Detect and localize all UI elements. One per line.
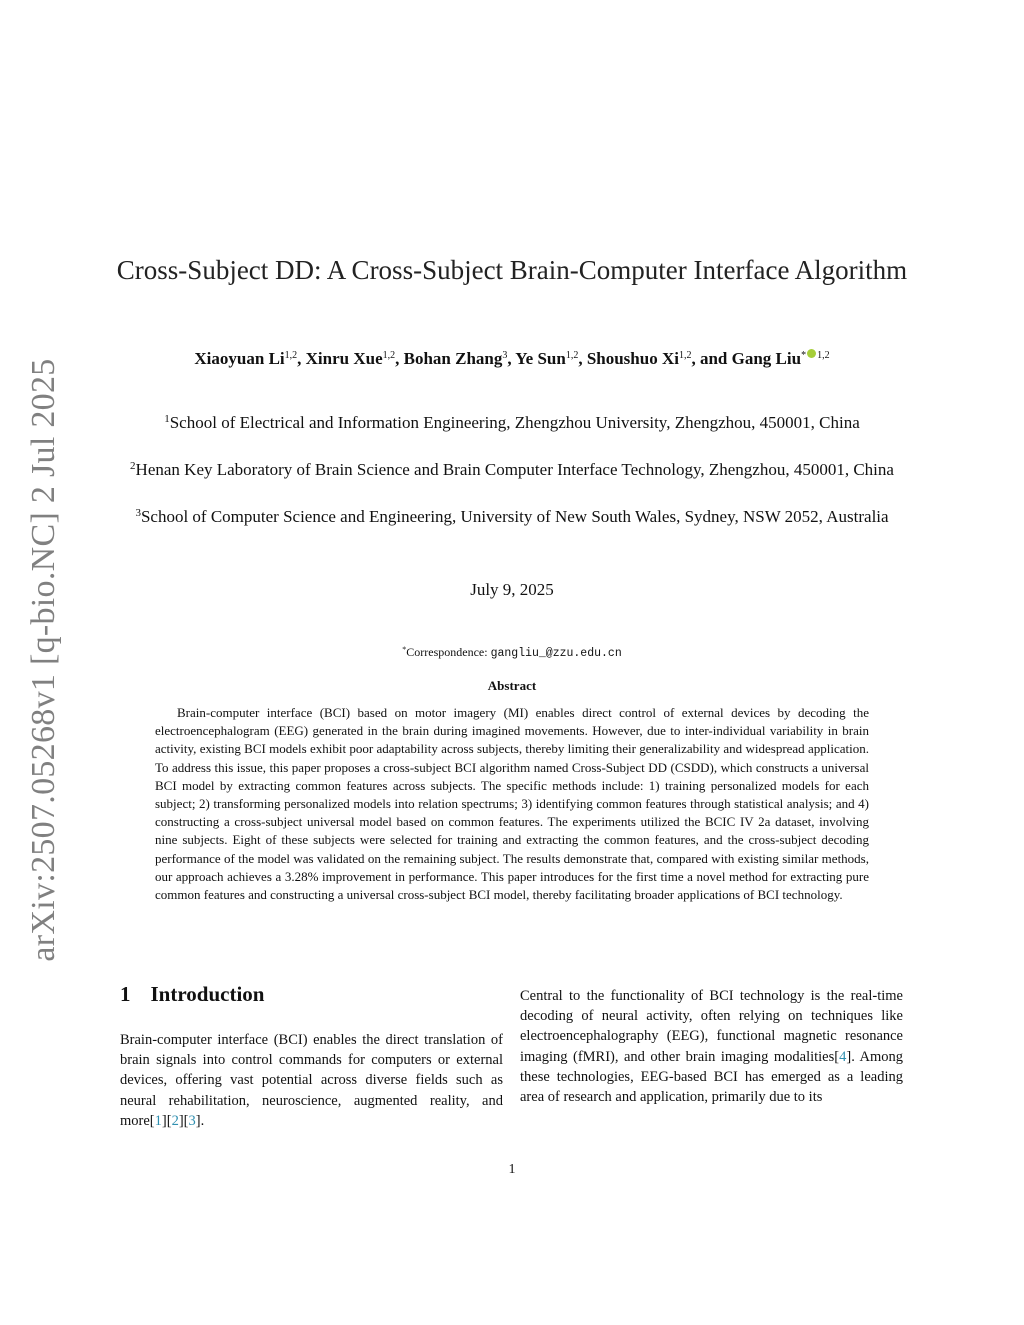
correspondence-label: Correspondence: xyxy=(406,645,488,659)
author-name: Ye Sun xyxy=(515,349,566,368)
citation-link[interactable]: 4 xyxy=(839,1048,847,1065)
author-name: Xiaoyuan Li xyxy=(194,349,285,368)
author-affiliation-mark: 3 xyxy=(502,350,508,361)
author-affiliation-mark: 1,2 xyxy=(284,350,298,361)
citation-link[interactable]: 1 xyxy=(154,1112,162,1129)
abstract-heading: Abstract xyxy=(487,678,537,693)
author-affiliation-mark: 1,2 xyxy=(382,350,396,361)
corresponding-author-mark: * xyxy=(801,350,807,361)
section-title: Introduction xyxy=(150,982,265,1006)
author-name: Xinru Xue xyxy=(305,349,383,368)
author-name: Bohan Zhang xyxy=(403,349,503,368)
intro-paragraph-left: Brain-computer interface (BCI) enables the direct translation of brain signals into control commands for computers or external devices, offering vast potential across diverse fields such as neural rehabilitation, neuroscience, augmented reality, and more[1][2][3]. xyxy=(120,1032,503,1129)
abstract-body: Brain-computer interface (BCI) based on motor imagery (MI) enables direct control of external devices by decoding the electroencephalogram (EEG) generated in the brain during imagined movements. However, due to inter-individual variability in brain activity, existing BCI models exhibit poor adaptability across subjects, thereby limiting their generalizability and widespread application. To address this issue, this paper proposes a cross-subject BCI algorithm named Cross-Subject DD (CSDD), which constructs a universal BCI model by extracting common features across subjects. The specific methods include: 1) training personalized models for each subject; 2) transforming personalized models into relation spectrums; 3) identifying common features through statistical analysis; and 4) constructing a cross-subject universal model based on common features. The experiments utilized the BCIC IV 2a dataset, involving nine subjects. Eight of these subjects were selected for training and extracting the common features, and the cross-subject decoding performance of the model was validated on the remaining subject. The results demonstrate that, compared with existing similar methods, our approach achieves a 3.28% improvement in performance. This paper introduces for the first time a novel method for extracting pure common features and constructing a universal cross-subject BCI model, thereby facilitating broader applications of BCI technology. xyxy=(155,705,869,903)
author-name: Gang Liu xyxy=(731,349,802,368)
publication-date: July 9, 2025 xyxy=(470,580,554,599)
affiliation-number: 2 xyxy=(130,460,136,472)
paper-title: Cross-Subject DD: A Cross-Subject Brain-Computer Interface Algorithm xyxy=(116,255,908,285)
affiliation-number: 1 xyxy=(164,413,170,425)
affiliation-text: School of Computer Science and Engineering, University of New South Wales, Sydney, NSW 2052, Australia xyxy=(140,507,889,526)
citation-link[interactable]: 2 xyxy=(171,1112,179,1129)
correspondence-note: *Correspondence: gangliu_@zzu.edu.cn xyxy=(402,645,622,660)
correspondence-email[interactable]: gangliu_@zzu.edu.cn xyxy=(490,647,622,660)
section-heading xyxy=(120,982,264,1007)
author-affiliation-mark: 1,2 xyxy=(678,350,692,361)
orcid-icon[interactable] xyxy=(807,349,816,358)
citation-link[interactable]: 3 xyxy=(188,1112,196,1129)
affiliation xyxy=(120,455,904,481)
page-number: 1 xyxy=(508,1162,516,1177)
affiliation-number: 3 xyxy=(135,507,141,519)
affiliation-text: Henan Key Laboratory of Brain Science and Brain Computer Interface Technology, Zhengzhou, 450001, China xyxy=(135,460,894,479)
author-name: Shoushuo Xi xyxy=(586,349,679,368)
author-list: Xiaoyuan Li$^{1,2}$, Xinru Xue$^{1,2}$, Bohan Zhang$^3$, Ye Sun$^{1,2}$, Shoushuo Xi$^{1,2}$, and Gang Liu* $^{1,2}$ xyxy=(194,349,830,368)
section-number: 1 xyxy=(120,982,131,1006)
affiliation xyxy=(120,408,904,434)
affiliation-text: School of Electrical and Information Engineering, Zhengzhou University, Zhengzhou, 450001, China xyxy=(169,413,860,432)
arxiv-stamp: arXiv:2507.05268v1 [q-bio.NC] 2 Jul 2025 xyxy=(25,358,62,962)
affiliation xyxy=(120,502,904,528)
author-affiliation-mark: 1,2 xyxy=(817,350,830,361)
author-affiliation-mark: 1,2 xyxy=(565,350,579,361)
intro-paragraph-right: Central to the functionality of BCI technology is the real-time decoding of neural activity, often relying on techniques like electroencephalography (EEG), functional magnetic resonance imaging (fMRI), and other brain imaging modalities[4]. Among these technologies, EEG-based BCI has emerged as a leading area of research and application, primarily due to its xyxy=(520,988,903,1106)
